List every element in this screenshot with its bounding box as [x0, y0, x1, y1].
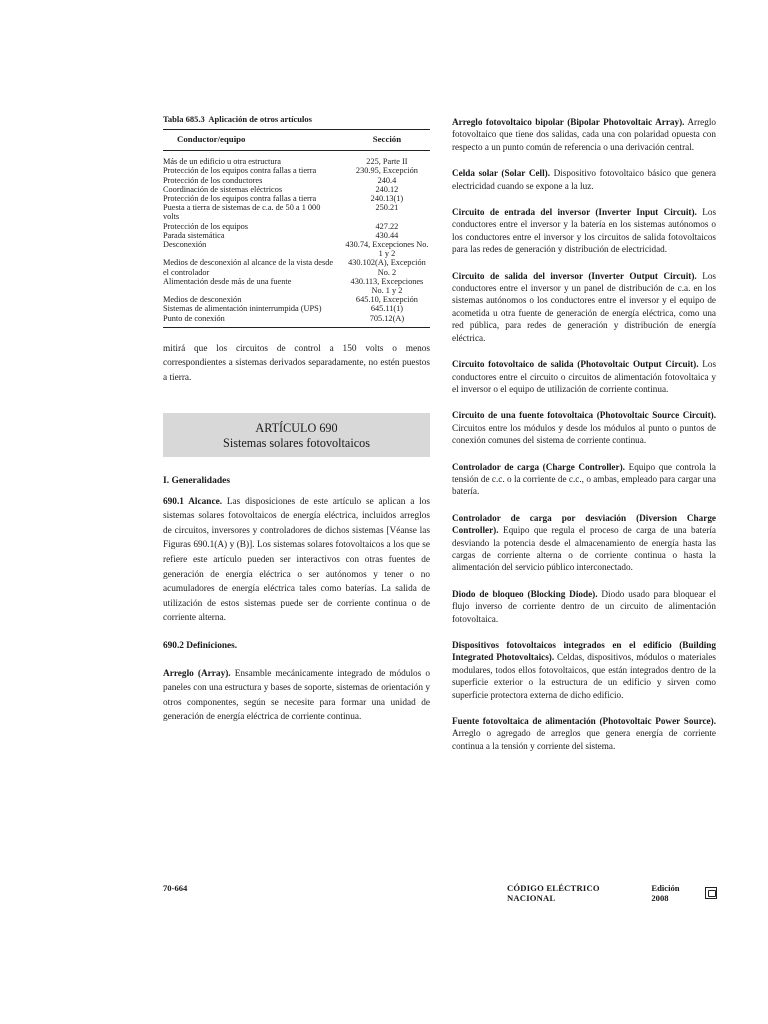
nfpa-logo-icon — [705, 887, 717, 899]
table-row — [163, 240, 430, 258]
definition-term: Circuito de una fuente fotovoltaica (Photovoltaic Source Circuit). — [452, 410, 716, 421]
table-row — [163, 151, 430, 167]
definition-term: Diodo de bloqueo (Blocking Diode). — [452, 588, 598, 599]
definition-term: Dispositivos fotovoltaicos integrados en el edificio (Building Integrated Photovoltaics). — [452, 640, 716, 663]
definition-text: Los conductores entre el circuito o circuitos de alimentación fotovoltaica y el inversor o el equipo de utilización de corriente continua. — [452, 359, 717, 394]
table-header-row — [163, 130, 430, 151]
definition-text: Dispositivo fotovoltaico básico que genera electricidad cuando se expone a la luz. — [452, 168, 716, 191]
table-cell-conductor: Sistemas de alimentación ininterrumpida (UPS) — [163, 304, 322, 314]
table-cell-section: 645.10, Excepción — [355, 295, 418, 305]
definition-text: Circuitos entre los módulos y desde los módulos al punto o puntos de conexión comunes del sistema de corriente continua. — [452, 422, 716, 446]
table-row — [163, 166, 430, 175]
definition-entry — [452, 461, 716, 498]
footer-edition: Edición 2008 — [651, 883, 680, 903]
table-cell-section: 430.113, Excepciones No. 1 y 2 — [350, 276, 424, 296]
definition-term: Controlador de carga por desviación (Diversion Charge Controller). — [452, 512, 716, 536]
table-cell-conductor: Protección de los conductores — [163, 175, 263, 185]
article-heading-box — [163, 413, 430, 457]
table-row — [163, 295, 430, 304]
definition-text: Arreglo o agregado de arreglos que genera energía de corriente continua a la tensión y corriente del sistema. — [452, 728, 716, 751]
definition-term: Fuente fotovoltaica de alimentación (Photovoltaic Power Source). — [452, 716, 716, 727]
left-column — [163, 114, 430, 738]
table-row — [163, 304, 430, 313]
table-body — [163, 151, 430, 328]
definition-text: Diodo usado para bloquear el flujo inverso de corriente dentro de un circuito de alimentación fotovoltaica. — [452, 588, 716, 624]
table-row — [163, 231, 430, 240]
table-cell-conductor: Protección de los equipos contra fallas a tierra — [163, 166, 317, 176]
continuation-text: mitirá que los circuitos de control a 150 volts o menos correspondientes a sistemas derivados separadamente, no estén puestos a tierra. — [163, 343, 430, 384]
table-cell-conductor: Medios de desconexión al alcance de la vista desde el controlador — [163, 258, 334, 277]
application-table — [163, 129, 430, 328]
definition-term: Circuito fotovoltaico de salida (Photovoltaic Output Circuit). — [452, 359, 699, 370]
definition-text: Los conductores entre el inversor y un panel de distribución de c.a. en los sistemas autónomos o los conductores entre el inversor y el equipo de acometida u otra fuente de generación de energía eléctrica, como una red pública, para redes de generación y distribución de energía eléctrica. — [452, 270, 716, 343]
scope-label: 690.1 Alcance. — [163, 496, 223, 507]
definition-entry — [452, 116, 716, 153]
header-conductor: Conductor/equipo — [163, 130, 344, 151]
table-cell-conductor: Protección de los equipos contra fallas a tierra — [163, 194, 317, 204]
definition-entry — [452, 588, 716, 625]
definition-entry — [452, 715, 716, 752]
header-section: Sección — [344, 130, 430, 151]
table-row — [163, 222, 430, 231]
table-cell-section: 230.95, Excepción — [355, 166, 418, 176]
table-cell-section: 645.11(1) — [370, 304, 404, 314]
footer-info — [507, 883, 717, 903]
definition-text: Celdas, dispositivos, módulos o materiales modulares, todos ellos fotovoltaicos, que están integrados dentro de la superficie exterior o la estructura de un edificio y sirven como superficie protectora externa de dicho edificio. — [452, 652, 717, 700]
table-cell-conductor: Coordinación de sistemas eléctricos — [163, 184, 283, 194]
table-cell-section: 705.12(A) — [344, 314, 430, 328]
table-cell-conductor: Desconexión — [163, 240, 207, 250]
footer-code-name: CÓDIGO ELÉCTRICO NACIONAL — [507, 883, 600, 903]
table-cell-section: 430.102(A), Excepción No. 2 — [348, 258, 426, 277]
table-row — [163, 258, 430, 276]
table-caption — [163, 114, 430, 124]
article-subtitle: Sistemas solares fotovoltaicos — [223, 435, 370, 450]
table-row — [163, 314, 430, 328]
table-cell-section: 240.4 — [377, 175, 397, 185]
table-cell-conductor: Puesta a tierra de sistemas de c.a. de 50 a 1 000 volts — [163, 203, 321, 222]
table-cell-conductor: Alimentación desde más de una fuente — [163, 276, 292, 286]
definition-term: Circuito de salida del inversor (Inverter Output Circuit). — [452, 270, 697, 281]
definition-entry — [452, 512, 716, 574]
table-cell-conductor: Protección de los equipos — [163, 221, 249, 231]
table-cell-section: 240.13(1) — [370, 194, 404, 204]
scope-text: Las disposiciones de este artículo se aplican a los sistemas solares fotovoltaicos de energía eléctrica, incluidos arreglos de circuitos, inversores y controladores de dichos sistemas [Véanse las Figuras 690.1(A) y (B)]. Los sistemas solares fotovoltaicos a los que se refiere este artículo pueden ser interactivos con otras fuentes de generación de energía eléctrica o ser autónomos y tener o no acumuladores de energía eléctrica tales como baterías. La salida de utilización de estos sistemas puede ser de corriente continua o de corriente alterna. — [163, 496, 430, 624]
definition-entry — [452, 639, 716, 701]
table-row — [163, 194, 430, 203]
definition-text: Equipo que controla la tensión de c.c. o la corriente de c.c., o ambas, empleado para cargar una batería. — [452, 461, 716, 497]
table-cell-conductor: Parada sistemática — [163, 230, 225, 240]
table-cell-section: 430.44 — [375, 230, 399, 240]
paragraph-scope — [163, 495, 430, 626]
definition-entry — [452, 206, 716, 256]
definition-term: Controlador de carga (Charge Controller). — [452, 461, 625, 472]
definition-entry — [452, 409, 716, 446]
definition-entry — [452, 270, 716, 344]
article-title: ARTÍCULO 690 — [255, 420, 338, 435]
table-cell-section: 240.12 — [375, 184, 399, 194]
table-cell-section: 225, Parte II — [366, 157, 408, 167]
right-column — [452, 116, 716, 766]
table-cell-section: 427.22 — [375, 221, 399, 231]
array-term: Arreglo (Array). — [163, 668, 231, 679]
definition-entry — [452, 167, 716, 192]
array-text: Ensamble mecánicamente integrado de módulos o paneles con una estructura y bases de soporte, sistemas de orientación y otros componentes, según se necesite para formar una unidad de generación de energía eléctrica de corriente continua. — [163, 668, 430, 723]
table-row — [163, 185, 430, 194]
table-row — [163, 277, 430, 295]
table-cell-section: 250.21 — [375, 203, 399, 213]
table-cell-section: 430.74, Excepciones No. 1 y 2 — [345, 240, 429, 259]
paragraph-array — [163, 667, 430, 725]
definition-text: Los conductores entre el inversor y la batería en los sistemas autónomos o los conductores entre el inversor y los circuitos de salida fotovoltaicos para las redes de generación y distribución de electricidad. — [452, 207, 717, 255]
table-cell-conductor: Medios de desconexión — [163, 295, 242, 305]
definition-term: Arreglo fotovoltaico bipolar (Bipolar Photovoltaic Array). — [452, 117, 685, 127]
definition-text: Equipo que regula el proceso de carga de una batería desviando la potencia desde el almacenamiento de energía hasta las cargas de corriente alterna o de corriente continua o hasta la alimentación del servicio público interconectado. — [452, 525, 716, 573]
definition-term: Circuito de entrada del inversor (Inverter Input Circuit). — [452, 207, 697, 218]
definition-entry — [452, 358, 716, 395]
table-cell-conductor: Punto de conexión — [163, 314, 344, 328]
section-heading: I. Generalidades — [163, 475, 231, 486]
table-row — [163, 203, 430, 221]
table-number: Tabla 685.3 — [163, 114, 205, 124]
table-row — [163, 176, 430, 185]
definitions-label: 690.2 Definiciones. — [163, 640, 238, 651]
table-cell-conductor: Más de un edificio u otra estructura — [163, 157, 281, 167]
page-number: 70-664 — [163, 883, 188, 893]
definition-text: Arreglo fotovoltaico que tiene dos salidas, cada una con polaridad opuesta con respecto a un punto común de referencia o una derivación central. — [452, 117, 716, 152]
table-title: Aplicación de otros artículos — [208, 114, 312, 124]
definition-term: Celda solar (Solar Cell). — [452, 168, 550, 179]
